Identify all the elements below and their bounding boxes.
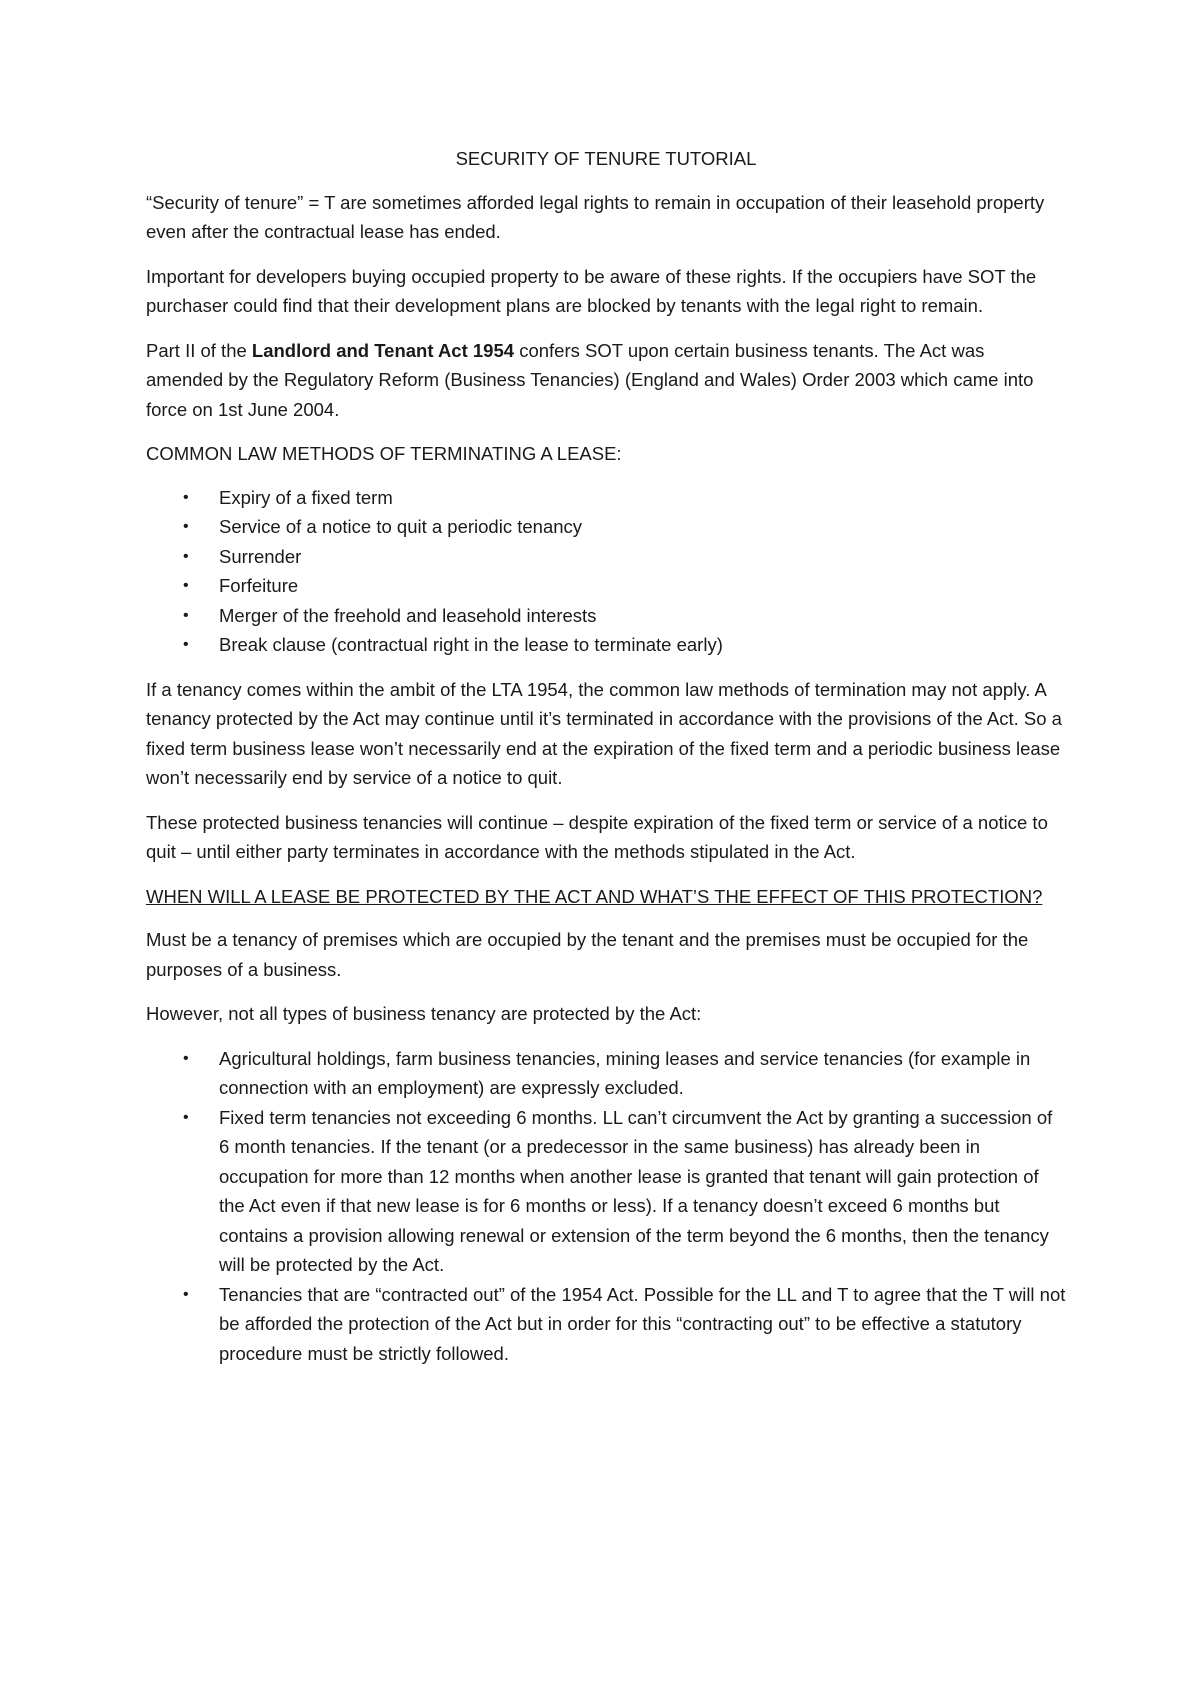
list-item-text: Fixed term tenancies not exceeding 6 months. LL can’t circumvent the Act by granting a succession of 6 month tenancies. If the tenant (or a predecessor in the same business) has already been in occupation for more than 12 months when another lease is granted that tenant will gain protection of the Act even if that new lease is for 6 months or less). If a tenancy doesn’t exceed 6 months but contains a provision allowing renewal or extension of the term beyond the 6 months, then the tenancy will be protected by the Act. (219, 1106, 1053, 1275)
bullet-icon: • (183, 547, 189, 565)
bullet-icon: • (183, 518, 189, 535)
paragraph-lta-1954-after: confers SOT upon certain business tenants. The Act was amended by the Regulatory Reform (Business Tenancies) (England and Wales) Order 2003 which came into force on 1st June 2004. (146, 339, 1034, 420)
list-item-text: Surrender (219, 545, 302, 567)
bullet-icon: • (183, 577, 189, 594)
list-item (146, 601, 1066, 631)
list-item-text: Agricultural holdings, farm business tenancies, mining leases and service tenancies (for example in connection with an employment) are expressly excluded. (219, 1047, 1031, 1098)
list-item (146, 542, 1066, 572)
paragraph-security-of-tenure: “Security of tenure” = T are sometimes afforded legal rights to remain in occupation of their leasehold property even after the contractual lease has ended. (146, 191, 1045, 242)
exclusions-list (146, 1044, 1066, 1369)
bullet-icon: • (183, 1108, 189, 1126)
paragraph-not-all-protected: However, not all types of business tenancy are protected by the Act: (146, 1003, 702, 1024)
document-title: SECURITY OF TENURE TUTORIAL (455, 148, 757, 169)
list-item-text: Break clause (contractual right in the lease to terminate early) (219, 634, 723, 655)
common-law-methods-list (146, 483, 1066, 660)
bullet-icon: • (183, 1285, 189, 1303)
paragraph-occupation-requirement: Must be a tenancy of premises which are occupied by the tenant and the premises must be occupied for the purposes of a business. (146, 929, 1029, 980)
heading-when-protected: WHEN WILL A LEASE BE PROTECTED BY THE ACT AND WHAT’S THE EFFECT OF THIS PROTECTION? (146, 885, 1043, 907)
paragraph-developers: Important for developers buying occupied property to be aware of these rights. If the occupiers have SOT the purchaser could find that their development plans are blocked by tenants with the legal right to remain. (146, 265, 1037, 316)
document-body (146, 144, 1066, 1383)
list-item (146, 483, 1066, 513)
list-item (146, 630, 1066, 660)
list-item-text: Merger of the freehold and leasehold interests (219, 604, 597, 626)
bullet-icon: • (183, 636, 189, 653)
list-item (146, 1280, 1066, 1369)
list-item-text: Service of a notice to quit a periodic tenancy (219, 516, 583, 537)
bullet-icon: • (183, 606, 189, 624)
list-item-text: Tenancies that are “contracted out” of the 1954 Act. Possible for the LL and T to agree that the T will not be afforded the protection of the Act but in order for this “contracting out” to be effective a statutory procedure must be strictly followed. (219, 1283, 1066, 1364)
heading-common-law-methods: COMMON LAW METHODS OF TERMINATING A LEASE: (146, 443, 622, 464)
act-name-bold: Landlord and Tenant Act 1954 (251, 339, 515, 361)
list-item-text: Expiry of a fixed term (219, 486, 393, 508)
paragraph-protected-tenancies-continue: These protected business tenancies will continue – despite expiration of the fixed term or service of a notice to quit – until either party terminates in accordance with the methods stipulated in the Act. (146, 811, 1048, 862)
list-item-text: Forfeiture (219, 575, 299, 596)
paragraph-ambit-of-lta: If a tenancy comes within the ambit of the LTA 1954, the common law methods of termination may not apply. A tenancy protected by the Act may continue until it’s terminated in accordance with the provisions of the Act. So a fixed term business lease won’t necessarily end at the expiration of the fixed term and a periodic business lease won’t necessarily end by service of a notice to quit. (146, 678, 1062, 788)
list-item (146, 1103, 1066, 1280)
bullet-icon: • (183, 1049, 189, 1067)
bullet-icon: • (183, 488, 189, 506)
paragraph-lta-1954 (146, 336, 1066, 425)
list-item (146, 571, 1066, 601)
paragraph-lta-1954-before: Part II of the (146, 339, 252, 361)
list-item (146, 1044, 1066, 1103)
list-item (146, 512, 1066, 542)
